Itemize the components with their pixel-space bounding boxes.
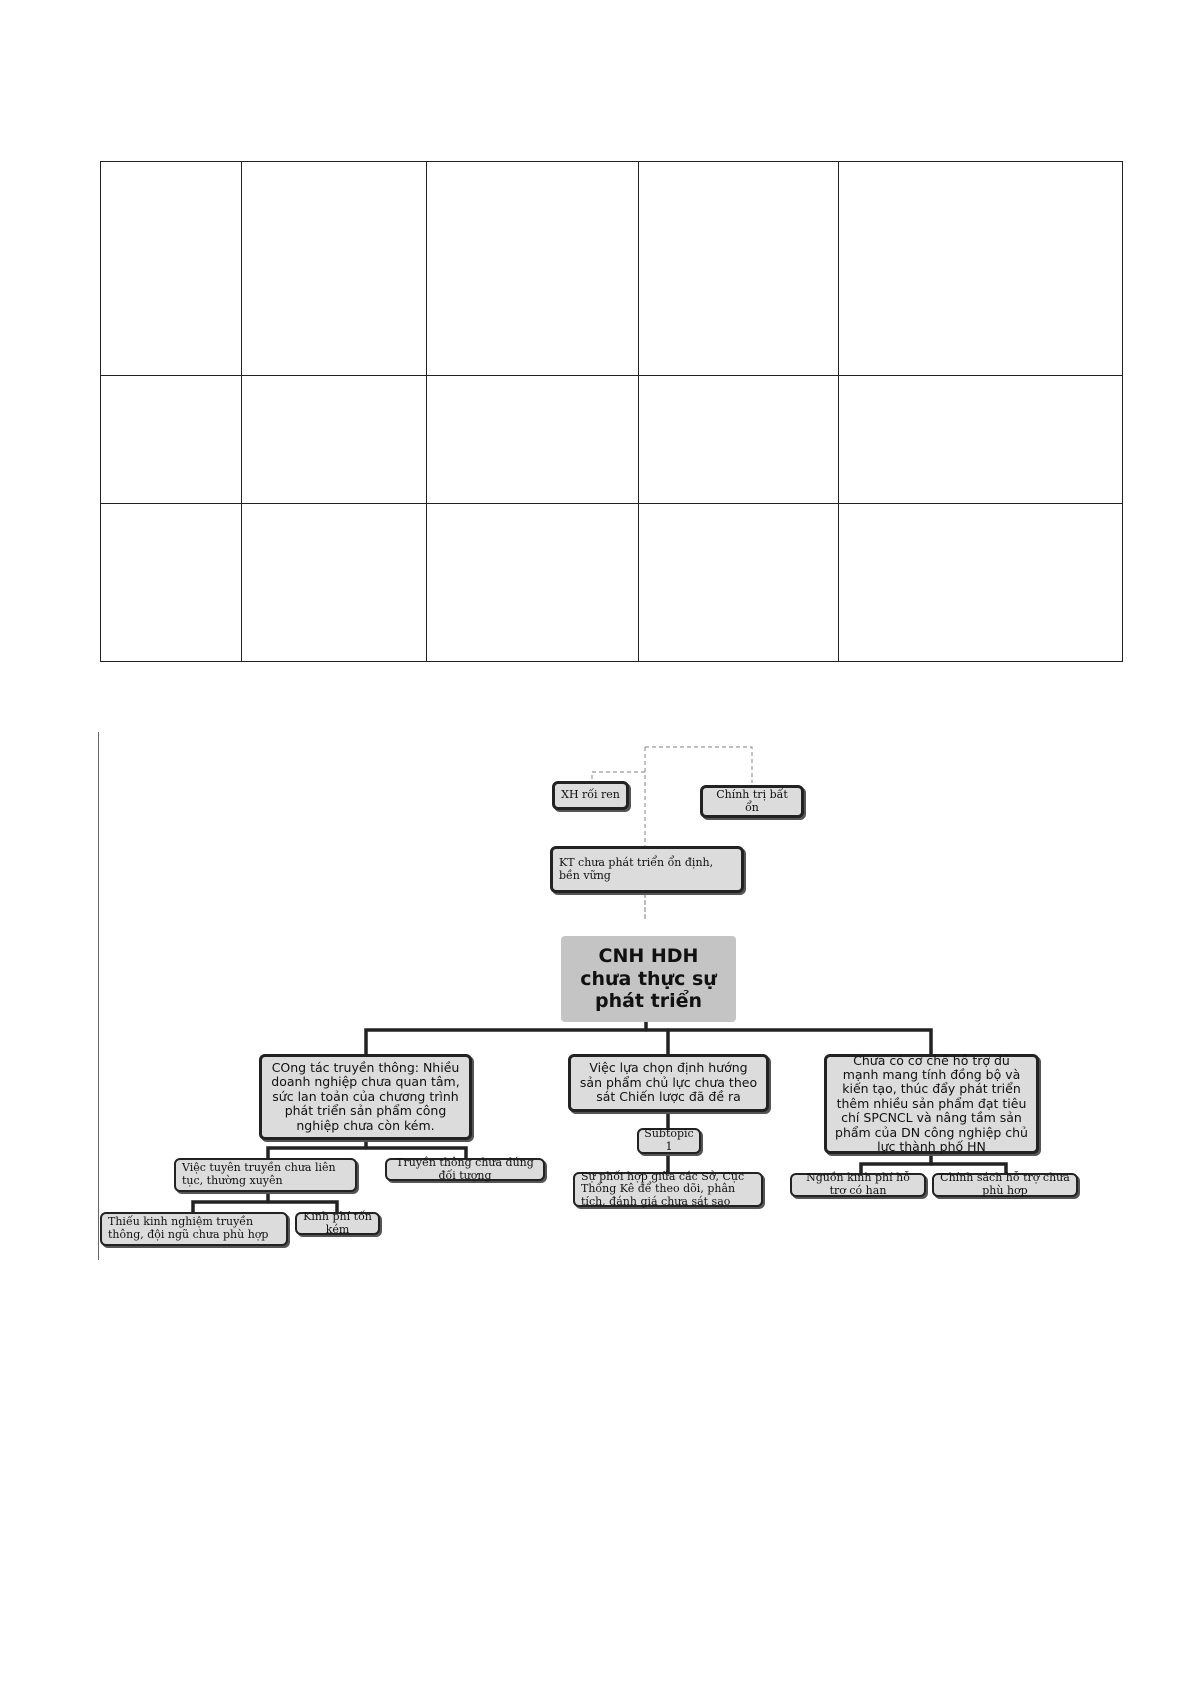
node-xh-roi-ren[interactable] xyxy=(552,781,629,810)
node-label: COng tác truyền thông: Nhiều doanh nghiệp chưa quan tâm, sức lan toản của chương trình phát triển sản phẩm công nghiệp chưa còn kém. xyxy=(271,1060,460,1133)
node-thieu-kinh-nghiem[interactable] xyxy=(100,1212,288,1246)
branch-cong-tac-truyen-thong[interactable] xyxy=(259,1054,472,1140)
node-su-phoi-hop[interactable] xyxy=(573,1169,763,1208)
node-kt-chua-phat-trien[interactable] xyxy=(550,846,744,893)
central-label: CNH HDH chưa thực sự phát triển xyxy=(580,944,717,1013)
node-label: Chính trị bất ổn xyxy=(716,787,788,814)
node-label: KT chưa phát triển ổn định, bền vững xyxy=(559,855,714,882)
node-nguon-kinh-phi[interactable] xyxy=(790,1173,926,1197)
node-label: Chính sách hỗ trợ chưa phù hợp xyxy=(940,1171,1070,1197)
node-label: Truyền thông chưa đúng đối tượng xyxy=(396,1155,534,1182)
node-truyen-thong-chua-dung-doi-tuong[interactable] xyxy=(385,1155,545,1182)
node-label: Sự phối hợp giữa các Sở, Cục Thống Kê để theo dõi, phân tích, đánh giá chưa sát sao xyxy=(581,1169,745,1208)
central-topic[interactable] xyxy=(561,936,736,1022)
node-chinh-tri-bat-on[interactable] xyxy=(700,785,804,818)
branch-lua-chon-dinh-huong[interactable] xyxy=(568,1054,769,1112)
node-subtopic-1[interactable] xyxy=(637,1128,701,1154)
node-label: Thiếu kinh nghiệm truyền thông, đội ngũ chưa phù hợp xyxy=(108,1215,269,1241)
node-chinh-sach-ho-tro[interactable] xyxy=(932,1173,1078,1197)
node-label: Nguồn kinh phí hỗ trợ có hạn xyxy=(806,1171,910,1197)
node-label: XH rối ren xyxy=(561,788,620,802)
node-label: Subtopic 1 xyxy=(644,1127,694,1153)
node-label: Việc tuyên truyền chưa liên tục, thường xuyên xyxy=(182,1161,336,1187)
link-branches xyxy=(366,1030,931,1054)
node-kinh-phi-ton-kem[interactable] xyxy=(295,1209,380,1236)
dashed-to-chinh-tri xyxy=(645,747,752,783)
node-tuyen-truyen-chua-lien-tuc[interactable] xyxy=(174,1158,357,1192)
node-label: Chưa có cơ chế hỗ trợ đủ mạnh mang tính đồng bộ và kiến tạo, thúc đẩy phát triển thêm nhiều sản phẩm đạt tiêu chí SPCNCL và nâng tầm sản phẩm của DN công nghiệp chủ lực thành phố HN xyxy=(835,1052,1028,1154)
node-label: Việc lựa chọn định hướng sản phẩm chủ lực chưa theo sát Chiến lược đã đề ra xyxy=(579,1060,758,1105)
node-label: Kinh phí tốn kém xyxy=(303,1209,372,1236)
branch-co-che-ho-tro[interactable] xyxy=(824,1054,1039,1154)
